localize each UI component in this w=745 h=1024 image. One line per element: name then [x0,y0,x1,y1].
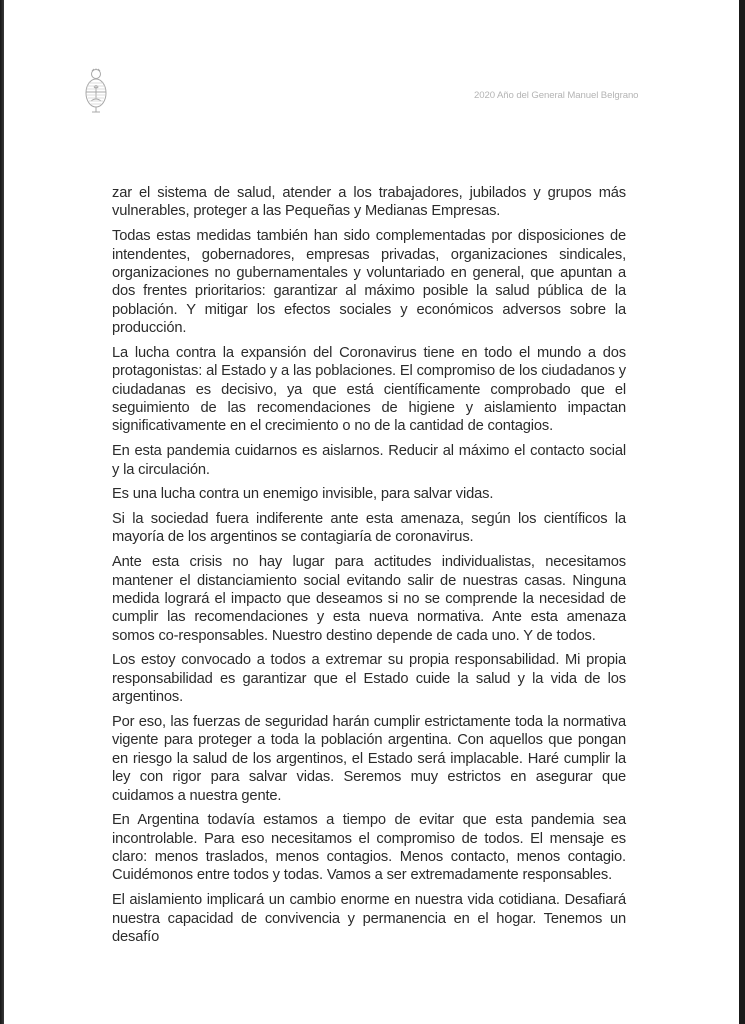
paragraph: Ante esta crisis no hay lugar para actitudes individualistas, necesitamos mantener el distanciamiento social evitando salir de nuestras casas. Ninguna medida logrará el impacto que deseamos si no se comprende la necesidad de cumplir las recomendaciones y esta nueva normativa. Ante esta amenaza somos co-responsables. Nuestro destino depende de cada uno. Y de todos. [112,554,626,644]
paragraph: En Argentina todavía estamos a tiempo de evitar que esta pandemia sea incontrolable. Para eso necesitamos el compromiso de todos. El mensaje es claro: menos traslados, menos contagios. Menos contacto, menos contagio. Cuidémonos entre todos y todas. Vamos a ser extremadamente responsables. [112,812,626,884]
paragraph: Es una lucha contra un enemigo invisible, para salvar vidas. [112,486,494,503]
document-body [112,184,626,953]
paragraph: La lucha contra la expansión del Coronavirus tiene en todo el mundo a dos protagonistas: al Estado y a las poblaciones. El compromiso de los ciudadanos y ciudadanas es decisivo, ya que está científicamente comprobado que el seguimiento de las recomendaciones de higiene y aislamiento impactan significativamente en el crecimiento o no de la cantidad de contagios. [112,344,626,435]
paragraph: Todas estas medidas también han sido complementadas por disposiciones de intendentes, gobernadores, empresas privadas, organizaciones sindicales, organizaciones no gubernamentales y voluntariado en general, que apuntan a dos frentes prioritarios: garantizar al máximo posible la salud pública de la población. Y mitigar los efectos sociales y económicos adversos sobre la producción. [112,228,626,337]
paragraph: En esta pandemia cuidarnos es aislarnos. Reducir al máximo el contacto social y la circulación. [112,443,626,478]
paragraph: zar el sistema de salud, atender a los trabajadores, jubilados y grupos más vulnerables, proteger a las Pequeñas y Medianas Empresas. [112,185,626,220]
running-header-title: 2020 Año del General Manuel Belgrano [474,90,639,101]
paragraph: Los estoy convocado a todos a extremar su propia responsabilidad. Mi propia responsabilidad es garantizar que el Estado cuide la salud y la vida de los argentinos. [112,652,626,706]
viewer-right-edge [739,0,745,1024]
paragraph-last: El aislamiento implicará un cambio enorme en nuestra vida cotidiana. Desafiará nuestra capacidad de convivencia y permanencia en el hogar. Tenemos un desafío [112,892,626,945]
paragraph: Por eso, las fuerzas de seguridad harán cumplir estrictamente toda la normativa vigente para proteger a toda la población argentina. Con aquellos que pongan en riesgo la salud de los argentinos, el Estado será implacable. Haré cumplir la ley con rigor para salvar vidas. Seremos muy estrictos en asegurar que cuidamos a nuestra gente. [112,713,626,804]
paragraph: Si la sociedad fuera indiferente ante esta amenaza, según los científicos la mayoría de los argentinos se contagiaría de coronavirus. [112,510,626,546]
argentina-coat-of-arms-icon [82,67,110,115]
document-page [4,0,739,1024]
